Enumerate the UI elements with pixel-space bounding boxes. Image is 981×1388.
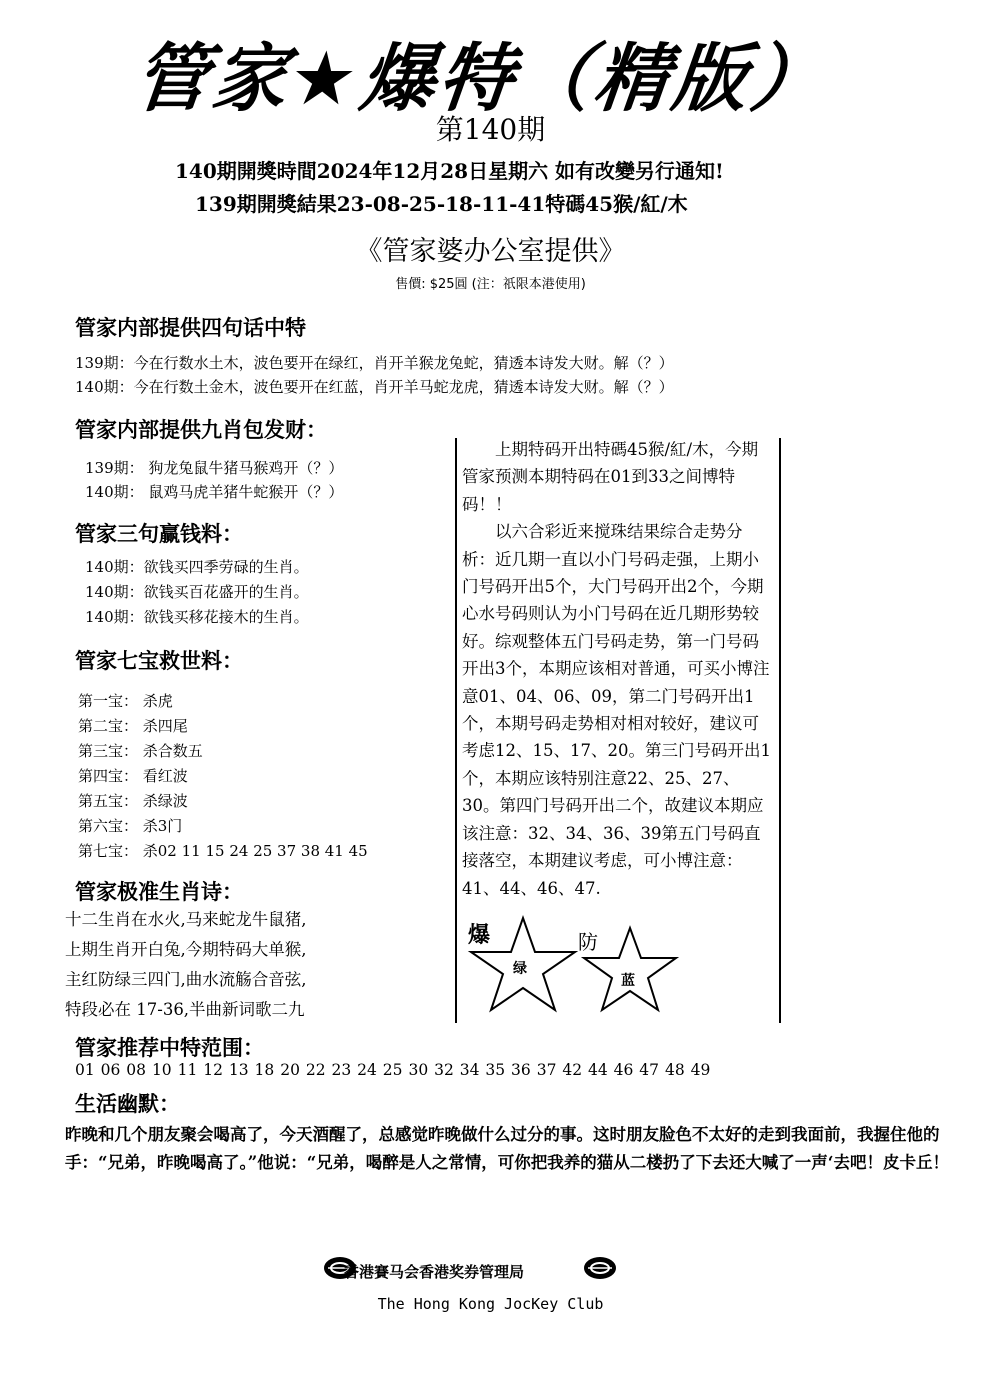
- price-note: 售價: $25圓 (注：祇限本港使用): [395, 277, 586, 292]
- last-result: 139期開獎結果23-08-25-18-11-41特碼45猴/紅/木: [195, 192, 688, 216]
- stars-graphic: [458, 912, 688, 1022]
- heading-range: 管家推荐中特范围：: [75, 1036, 264, 1060]
- provider: 《管家婆办公室提供》: [355, 236, 626, 267]
- treasure-row: 第一宝： 杀虎: [78, 692, 173, 710]
- treasure-row: 第四宝： 看红波: [78, 767, 188, 785]
- page-title: 管家★爆特（精版）: [129, 36, 834, 122]
- analysis-paragraph: 以六合彩近来搅珠结果综合走势分析：近几期一直以小门号码走强，上期小门号码开出5个，大门号码开出2个，今期心水号码则认为小门号码在近几期形势较好。综观整体五门号码走势，第一门号码开出3个，本期应该相对普通，可买小博注意01、04、06、09，第二门号码开出1个，本期号码走势相对相对较好，建议可考虑12、15、17、20。第三门号码开出1个，本期应该特别注意22、25、27、30。第四门号码开出二个，故建议本期应该注意：32、34、36、39第五门号码直接落空，本期建议考虑，可小博注意：41、44、46、47.: [462, 522, 771, 898]
- footer-org: 香港賽马会香港奖券管理局: [344, 1263, 525, 1281]
- fang-label: 防: [578, 930, 598, 954]
- analysis-text: [462, 436, 772, 902]
- poem-line: 特段必在 17-36,半曲新词歌二九: [65, 1000, 305, 1019]
- treasure-row: 第五宝： 杀绿波: [78, 792, 188, 810]
- range-numbers: 01 06 08 10 11 12 13 18 20 22 23 24 25 30 32 34 35 36 37 42 44 46 47 48 49: [75, 1061, 711, 1079]
- heading-four-lines: 管家内部提供四句话中特: [75, 316, 306, 340]
- draw-time: 140期開獎時間2024年12月28日星期六 如有改變另行通知!: [175, 159, 724, 183]
- poem-line: 十二生肖在水火,马来蛇龙牛鼠猪,: [65, 910, 307, 929]
- three-sentences-row: 140期：欲钱买四季劳碌的生肖。: [85, 558, 309, 576]
- treasure-row: 第三宝： 杀合数五: [78, 742, 203, 760]
- analysis-paragraph: 上期特码开出特碼45猴/紅/木，今期管家预测本期特码在01到33之间博特码！！: [462, 440, 759, 514]
- nine-zodiac-row: 140期： 鼠鸡马虎羊猪牛蛇猴开（？）: [85, 483, 344, 501]
- heading-nine-zodiac: 管家内部提供九肖包发财：: [75, 418, 327, 442]
- jockey-club-logo-icon: [584, 1257, 616, 1279]
- green-label: 绿: [513, 961, 527, 977]
- treasure-row: 第二宝： 杀四尾: [78, 717, 188, 735]
- heading-three-sentences: 管家三句赢钱料：: [75, 522, 243, 546]
- poem-line: 主红防绿三四门,曲水流觞合音弦,: [65, 970, 307, 989]
- four-lines-row: 140期：今在行数土金木，波色要开在红蓝，肖开羊马蛇龙虎，猜透本诗发大财。解（？）: [75, 378, 674, 396]
- four-lines-row: 139期：今在行数水土木，波色要开在绿红，肖开羊猴龙兔蛇，猜透本诗发大财。解（？）: [75, 354, 674, 372]
- humor-text: 昨晚和几个朋友聚会喝高了，今天酒醒了，总感觉昨晚做什么过分的事。这时朋友脸色不太好的走到我面前，我握住他的手：“兄弟，昨晚喝高了。”他说：“兄弟，喝醉是人之常情，可你把我养的猫从二楼扔了下去还大喊了一声‘去吧！皮卡丘！: [65, 1125, 949, 1172]
- bao-label: 爆: [468, 922, 491, 948]
- treasure-row: 第七宝： 杀02 11 15 24 25 37 38 41 45: [78, 842, 368, 860]
- nine-zodiac-row: 139期： 狗龙兔鼠牛猪马猴鸡开（？）: [85, 459, 344, 477]
- three-sentences-row: 140期：欲钱买移花接木的生肖。: [85, 608, 309, 626]
- blue-label: 蓝: [621, 973, 635, 989]
- poem-line: 上期生肖开白兔,今期特码大单猴,: [65, 940, 307, 959]
- issue-number: 第140期: [435, 113, 546, 146]
- heading-poem: 管家极准生肖诗：: [75, 880, 243, 904]
- heading-seven-treasures: 管家七宝救世料：: [75, 649, 243, 673]
- three-sentences-row: 140期：欲钱买百花盛开的生肖。: [85, 583, 309, 601]
- footer-club: The Hong Kong JocKey Club: [377, 1295, 604, 1313]
- heading-humor: 生活幽默：: [75, 1092, 180, 1116]
- treasure-row: 第六宝： 杀3门: [78, 817, 183, 835]
